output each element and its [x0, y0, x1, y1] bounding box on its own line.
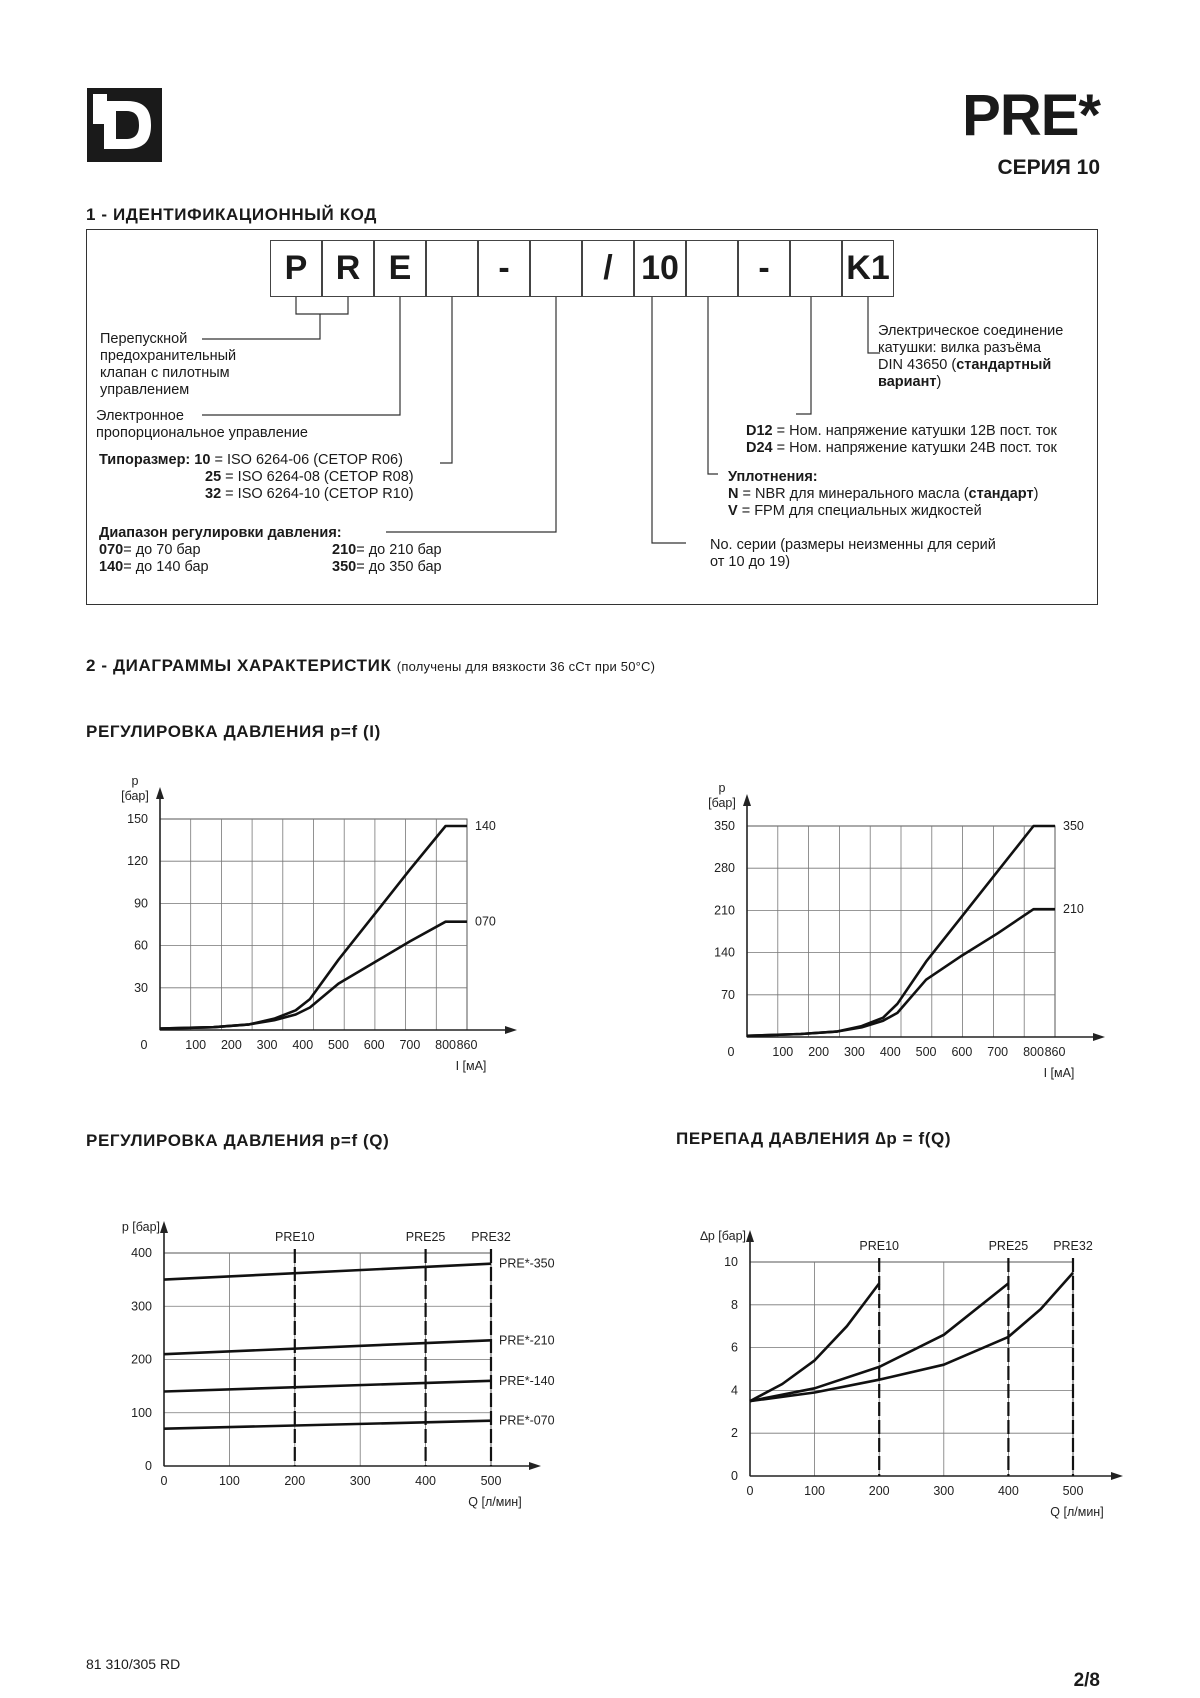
- chart2-y-tick-label: 100: [131, 1405, 152, 1420]
- chart2-series-line: [164, 1381, 491, 1392]
- code-cell-dash1: -: [478, 240, 530, 297]
- chart0-x-axis-arrow: [505, 1026, 517, 1034]
- chart1-x-tick-label: 300: [844, 1045, 865, 1059]
- chart3-x-tick-label: 200: [868, 1484, 890, 1498]
- desc-bypass: Перепускной предохранительный клапан с пилотным управлением: [100, 331, 237, 398]
- chart3-x-tick-label: 0: [746, 1484, 754, 1498]
- subtitle-p-i: РЕГУЛИРОВКА ДАВЛЕНИЯ p=f (I): [86, 722, 381, 741]
- chart1-x-tick-label: 860: [1044, 1045, 1066, 1059]
- chart3-y-tick-label: 10: [724, 1255, 738, 1269]
- chart3-marker-label: PRE32: [1053, 1239, 1093, 1253]
- chart0-y-tick-label: 60: [134, 938, 148, 953]
- chart1-y-tick-label: 350: [714, 819, 735, 833]
- chart1-y-tick-label: 140: [714, 945, 735, 960]
- chart2-y-tick-label: 200: [131, 1352, 152, 1367]
- chart2-x-label: Q [л/мин]: [468, 1495, 522, 1509]
- chart2-marker-label: PRE10: [274, 1230, 315, 1244]
- chart3-x-axis-arrow: [1111, 1472, 1123, 1480]
- page-number: 2/8: [1073, 1670, 1100, 1691]
- chart1-y-tick-label: 280: [714, 861, 735, 876]
- chart2-x-tick-label: 0: [160, 1474, 168, 1488]
- code-cell-dash2: -: [738, 240, 790, 297]
- chart1-x-tick-label: 400: [879, 1045, 901, 1059]
- desc-size: Типоразмер: 10 = ISO 6264-06 (CETOP R06) 25 = ISO 6264-08 (CETOP R08) 32 = ISO 6264-10 (CETOP R10): [99, 452, 414, 502]
- chart2-y-axis-arrow: [160, 1221, 168, 1233]
- chart2-x-tick-label: 200: [284, 1474, 306, 1488]
- chart1-y-unit: [бар]: [708, 796, 736, 810]
- chart3-y-label: ∆p [бар]: [700, 1229, 746, 1243]
- subtitle-dp-q: ПЕРЕПАД ДАВЛЕНИЯ ∆p = f(Q): [676, 1129, 952, 1148]
- chart2-x-tick-label: 300: [349, 1474, 371, 1488]
- chart1-x-tick-label: 600: [951, 1045, 973, 1059]
- chart2-x-tick-label: 100: [218, 1474, 240, 1488]
- code-cell-p: P: [270, 240, 322, 297]
- chart2-x-axis-arrow: [529, 1462, 541, 1470]
- chart0-series-label: 070: [475, 914, 496, 929]
- subtitle-p-q: РЕГУЛИРОВКА ДАВЛЕНИЯ p=f (Q): [86, 1131, 390, 1150]
- section1-title: 1 - ИДЕНТИФИКАЦИОННЫЙ КОД: [86, 205, 377, 224]
- chart1-x-tick-label: 800: [1023, 1045, 1044, 1059]
- chart1-x-tick-label: 0: [727, 1045, 735, 1059]
- doc-number: 81 310/305 RD: [86, 1656, 181, 1672]
- chart2-series-label: PRE*-140: [499, 1373, 555, 1388]
- chart2-x-tick-label: 400: [415, 1474, 437, 1488]
- chart1-series-label: 210: [1063, 902, 1084, 917]
- chart0-y-unit: [бар]: [121, 789, 149, 803]
- desc-seals: Уплотнения: N = NBR для минерального масла (стандарт) V = FPM для специальных жидкостей: [728, 469, 1039, 519]
- chart3-y-tick-label: 4: [731, 1383, 738, 1398]
- chart1-x-tick-label: 200: [808, 1045, 830, 1059]
- chart0-x-tick-label: 300: [256, 1038, 278, 1052]
- chart1-y-axis-arrow: [743, 794, 751, 806]
- code-cell-r: R: [322, 240, 374, 297]
- chart0-y-tick-label: 90: [134, 896, 148, 911]
- chart2-marker-label: PRE25: [405, 1230, 446, 1244]
- chart2-series-label: PRE*-350: [499, 1256, 555, 1271]
- code-cell-k1: K1: [842, 240, 894, 297]
- chart2-marker-label: PRE32: [471, 1230, 511, 1244]
- chart0-x-tick-label: 0: [140, 1038, 148, 1052]
- chart1-x-label: I [мА]: [1043, 1066, 1075, 1080]
- chart3-y-axis-arrow: [746, 1230, 754, 1242]
- chart3-x-tick-label: 300: [933, 1484, 955, 1498]
- code-cell-slash: /: [582, 240, 634, 297]
- chart3-y-tick-label: 0: [731, 1469, 738, 1483]
- chart1-x-tick-label: 100: [772, 1045, 794, 1059]
- chart0-x-tick-label: 500: [328, 1038, 349, 1052]
- chart0-y-tick-label: 30: [134, 980, 148, 995]
- chart0-x-tick-label: 600: [363, 1038, 385, 1052]
- chart0-x-tick-label: 860: [456, 1038, 478, 1052]
- chart1-x-tick-label: 500: [915, 1045, 937, 1059]
- chart3-plot-frame: [750, 1262, 1073, 1476]
- chart2-series-label: PRE*-070: [499, 1413, 555, 1428]
- chart0-y-label: p: [131, 774, 139, 788]
- chart2-y-tick-label: 400: [131, 1246, 152, 1260]
- chart0-x-tick-label: 800: [435, 1038, 457, 1052]
- desc-electronic: Электронное пропорциональное управление: [96, 408, 308, 441]
- chart3-x-label: Q [л/мин]: [1050, 1505, 1104, 1519]
- chart1-x-tick-label: 700: [987, 1045, 1009, 1059]
- chart0-y-tick-label: 120: [127, 854, 148, 869]
- chart0-x-tick-label: 400: [292, 1038, 314, 1052]
- code-cell-series: 10: [634, 240, 686, 297]
- chart0-x-label: I [мА]: [455, 1059, 487, 1073]
- chart0-x-tick-label: 700: [399, 1038, 421, 1052]
- model-title: PRE*: [962, 83, 1100, 148]
- desc-voltage: D12 = Ном. напряжение катушки 12В пост. ток D24 = Ном. напряжение катушки 24В пост. ток: [746, 423, 1057, 456]
- chart1-x-axis-arrow: [1093, 1033, 1105, 1041]
- series-title: СЕРИЯ 10: [997, 156, 1100, 179]
- chart2-y-tick-label: 300: [131, 1299, 152, 1314]
- chart2-series-line: [164, 1421, 491, 1429]
- chart3-x-tick-label: 500: [1062, 1484, 1084, 1498]
- chart3-x-tick-label: 400: [997, 1484, 1019, 1498]
- chart2-x-tick-label: 500: [480, 1474, 502, 1488]
- section2-title: 2 - ДИАГРАММЫ ХАРАКТЕРИСТИК (получены для вязкости 36 сСт при 50°С): [86, 656, 656, 675]
- code-cell-e: E: [374, 240, 426, 297]
- chart3-y-tick-label: 6: [731, 1340, 738, 1355]
- chart1-series-label: 350: [1063, 819, 1084, 833]
- chart0-series-label: 140: [475, 819, 496, 834]
- chart1-y-label: p: [718, 781, 726, 795]
- chart3-marker-label: PRE25: [988, 1239, 1029, 1253]
- chart3-y-tick-label: 8: [731, 1297, 738, 1312]
- chart2-y-label: p [бар]: [121, 1220, 160, 1234]
- chart2-series-label: PRE*-210: [499, 1333, 555, 1348]
- chart2-series-line: [164, 1264, 491, 1280]
- chart0-x-tick-label: 200: [220, 1038, 242, 1052]
- chart3-marker-label: PRE10: [859, 1239, 900, 1253]
- chart2-series-line: [164, 1340, 491, 1354]
- chart1-y-tick-label: 70: [721, 987, 735, 1002]
- chart0-y-tick-label: 150: [127, 812, 148, 826]
- desc-connection: Электрическое соединение катушки: вилка разъёма DIN 43650 (стандартный вариант): [878, 323, 1064, 390]
- chart3-y-tick-label: 2: [731, 1426, 738, 1441]
- chart3-x-tick-label: 100: [804, 1484, 826, 1498]
- chart3-series-line: [750, 1273, 1073, 1401]
- desc-series-no: No. серии (размеры неизменны для серий от 10 до 19): [710, 537, 996, 570]
- desc-range: Диапазон регулировки давления: 070= до 70 бар 210= до 210 бар 140= до 140 бар 350= до 350 бар: [99, 525, 442, 575]
- chart1-y-tick-label: 210: [714, 903, 735, 918]
- chart0-y-axis-arrow: [156, 787, 164, 799]
- chart0-x-tick-label: 100: [185, 1038, 207, 1052]
- chart2-y-tick-label: 0: [145, 1459, 152, 1473]
